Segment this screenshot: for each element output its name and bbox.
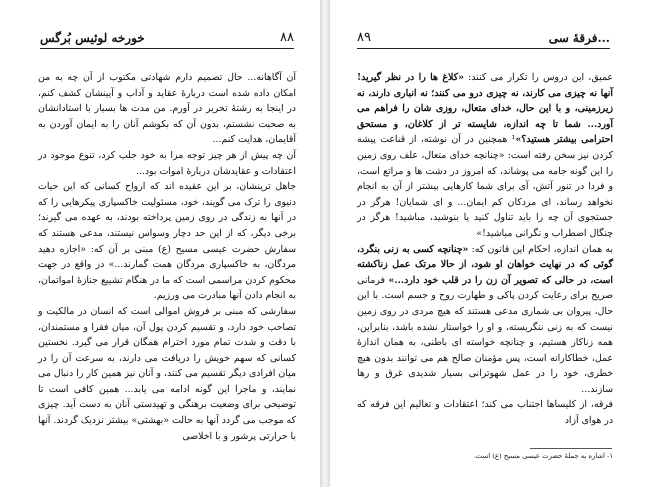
body-paragraph: آن چه پیش از هر چیز توجه مرا به خود جلب کرد، تنوع موجود در اعتقادات و عقایدشان دربارهٔ اموات بود...	[38, 149, 296, 177]
right-page-header	[357, 24, 610, 49]
body-paragraph	[357, 70, 613, 242]
left-page-body	[38, 70, 296, 444]
book-gutter	[320, 0, 330, 487]
paragraph-text: به همان اندازه، احکام این قانون که:	[468, 243, 613, 255]
body-paragraph	[357, 242, 613, 398]
body-paragraph	[357, 397, 613, 428]
body-paragraph: سفارشی که مبنی بر فروش اموالی است که انسان در مالکیت و تصاحب خود دارد، و تقسیم کردن پول آن، میان فقرا و مستمندان، با دقت و شدت تمام مورد احترام همگان قرار می گیرد. نخستین کسانی که سهم خویش را دریافت می دارند، به سرعت آن را در میان افرادی دیگر تقسیم می کنند، و آنان نیز همین کار را دنبال می نمایند، و ماجرا این گونه ادامه می یابد... همین کافی است تا توضیحی برای وضعیت برهنگی و تهیدستی آنان به دست آید. چیزی که موجب می گردد آنها به حالت «بهشتی» بیشتر نزدیک گردند. آنها با حرارتی پرشور و با اخلاصی	[38, 305, 296, 442]
page-number: ۸۸	[280, 30, 294, 45]
paragraph-text: عمیق، این دروس را تکرار می کنند:	[463, 72, 613, 83]
footnote-rule	[530, 448, 612, 449]
body-paragraph: آن آگاهانه... حال تصمیم دارم شهادتی مکتوب از آن چه به من امکان داده شده است دربارهٔ عقاید و آداب و آیینشان کشف کنم، در اینجا به رشتهٔ تحریر در آورم. من مدت ها بسیار با استادانشان به صحبت نشستم، بدون آن که بکوشم آنان را به ایمان آوردن به آقایمان، هدایت کنم...	[38, 72, 296, 146]
bold-quotation: «کلاغ ها را در نظر گیرید! آنها نه چیزی می کارند، نه چیزی درو می کنند؛ نه انباری دارند، نه زیرزمینی، و با این حال، خدای متعال، روزی شان را فراهم می آورد... شما تا چه اندازه، شایسته تر از کلاغان، و مستحق احترامی بیشتر هستید؟»	[357, 72, 613, 146]
left-page	[0, 0, 321, 487]
running-title: فرقهٔ سی...	[548, 31, 610, 45]
running-title: خورخه لوئیس بُرگس	[40, 31, 145, 45]
right-page-body	[357, 70, 613, 429]
left-page-header	[40, 24, 294, 49]
paragraph-text: ¹ همچنین در آن نوشته، از قناعت پیشه کردن نیز سخن رفته است: «چنانچه خدای متعال، علف روی زمین را این گونه جامه می پوشاند، که امروز در دشت ها و مراتع است، و فردا در تنور آتش، آی برای شما کارهایی بیشتر از آن به انجام نخواهد رساند، ای مردکان کم ایمان... و ای شمایان! هرگز در جستجوی آن چه را باید تناول کنید یا بنوشید، مباشید! هرگز در چنگال اضطراب و نگرانی مباشید!»	[357, 134, 613, 239]
paragraph-text: فرقه، از کلیساها اجتناب می کند؛ اعتقادات و تعالیم این فرقه که در هوای آزاد	[357, 399, 613, 427]
paragraph-text: فرمانی صریح برای رعایت کردن پاکی و طهارت روح و جسم است. با این حال، پیروان بی شماری مدعی هستند که هیچ مردی در روی زمین نیست که به زنی ننگریسته، و او را خواستار نشده باشد، بنابراین، همه زناکار هستیم، و چنانچه خواسته ای باطنی، به همان اندازهٔ عمل، خطاکارانه است، پس مؤمنان صالح هم می توانند بدون هیچ خطری، خود را در عمل شهوترانی بسیار شدیدی غرق و رها سازند...	[357, 274, 613, 395]
footnote: ۱- اشاره به جملهٔ حضرت عیسی مسیح (ع) است.	[473, 452, 613, 460]
right-page	[330, 0, 651, 487]
body-paragraph: جاهل ترینشان، بر این عقیده اند که ارواح کسانی که این حیات دنیوی را ترک می گویند، خود، مسئولیت خاکسپاری پیکرهایی را که در آنها به زندگی در روی زمین پرداخته بودند، به عهده می گیرند؛ برخی دیگر، که از این حد دچار وسواس نیستند، مدعی هستند که سفارش حضرت عیسی مسیح (ع) مبنی بر آن که: «اجازه دهید مردگان، به خاکسپاری مردگان همت گمارند...» در واقع در جهت محکوم کردن مراسمی است که ما در هنگام تشییع جنازهٔ امواتمان، به انجام دادن آنها مبادرت می ورزیم.	[38, 181, 296, 302]
page-number: ۸۹	[357, 30, 371, 45]
bold-quotation: «چنانچه کسی به زنی بنگرد، گوئی که در نهایت خواهان او شود، از حالا مرتک عمل زناکشته است، در حالی که تصویر آن زن را در قلب خود دارد...»	[357, 243, 613, 286]
